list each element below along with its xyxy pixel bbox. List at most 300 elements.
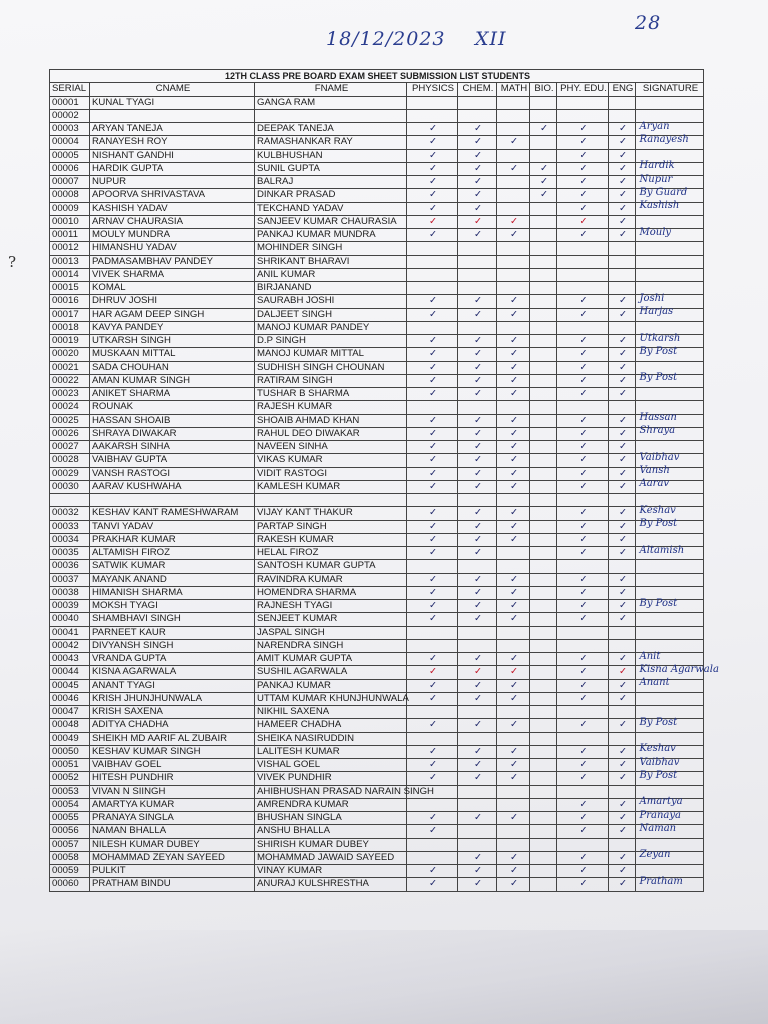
phy-edu-tick-cell: ✓: [557, 441, 609, 454]
fname-cell: MANOJ KUMAR MITTAL: [255, 348, 407, 361]
handwritten-date: 18/12/2023: [326, 28, 446, 50]
serial-cell: 00030: [50, 480, 90, 493]
math-tick-cell: [497, 255, 530, 268]
cname-cell: KISNA AGARWALA: [90, 666, 255, 679]
physics-tick-cell: ✓: [407, 295, 458, 308]
cname-cell: KRISH SAXENA: [90, 706, 255, 719]
bio-tick-cell: [530, 441, 557, 454]
serial-cell: 00035: [50, 547, 90, 560]
column-header: SERIAL: [50, 83, 90, 96]
eng-tick-cell: ✓: [609, 520, 636, 533]
table-row: [50, 321, 704, 334]
math-tick-cell: ✓: [497, 414, 530, 427]
table-row: [50, 851, 704, 864]
cname-cell: NISHANT GANDHI: [90, 149, 255, 162]
fname-cell: VIJAY KANT THAKUR: [255, 507, 407, 520]
serial-cell: 00019: [50, 335, 90, 348]
chem-tick-cell: ✓: [458, 215, 497, 228]
physics-tick-cell: [407, 109, 458, 122]
eng-tick-cell: ✓: [609, 533, 636, 546]
math-tick-cell: ✓: [497, 162, 530, 175]
cname-cell: KAVYA PANDEY: [90, 321, 255, 334]
fname-cell: AMRENDRA KUMAR: [255, 798, 407, 811]
eng-tick-cell: ✓: [609, 573, 636, 586]
phy-edu-tick-cell: ✓: [557, 613, 609, 626]
serial-cell: 00003: [50, 123, 90, 136]
table-row: [50, 586, 704, 599]
physics-tick-cell: [407, 838, 458, 851]
physics-tick-cell: [407, 798, 458, 811]
bio-tick-cell: [530, 308, 557, 321]
handwritten-signature: Joshi: [639, 292, 665, 304]
phy-edu-tick-cell: ✓: [557, 798, 609, 811]
serial-cell: 00060: [50, 878, 90, 891]
chem-tick-cell: ✓: [458, 427, 497, 440]
math-tick-cell: ✓: [497, 520, 530, 533]
eng-tick-cell: ✓: [609, 719, 636, 732]
chem-tick-cell: ✓: [458, 176, 497, 189]
serial-cell: 00038: [50, 586, 90, 599]
table-row: [50, 838, 704, 851]
signature-cell: [636, 96, 704, 109]
cname-cell: VIVEK SHARMA: [90, 268, 255, 281]
math-tick-cell: ✓: [497, 335, 530, 348]
table-row: [50, 215, 704, 228]
chem-tick-cell: ✓: [458, 295, 497, 308]
physics-tick-cell: ✓: [407, 600, 458, 613]
eng-tick-cell: ✓: [609, 653, 636, 666]
bio-tick-cell: [530, 547, 557, 560]
phy-edu-tick-cell: [557, 255, 609, 268]
cname-cell: AMARTYA KUMAR: [90, 798, 255, 811]
phy-edu-tick-cell: [557, 838, 609, 851]
chem-tick-cell: [458, 626, 497, 639]
eng-tick-cell: ✓: [609, 215, 636, 228]
physics-tick-cell: ✓: [407, 878, 458, 891]
fname-cell: SHIRISH KUMAR DUBEY: [255, 838, 407, 851]
serial-cell: 00006: [50, 162, 90, 175]
serial-cell: 00026: [50, 427, 90, 440]
bio-tick-cell: [530, 454, 557, 467]
table-row: [50, 759, 704, 772]
phy-edu-tick-cell: ✓: [557, 851, 609, 864]
bio-tick-cell: [530, 798, 557, 811]
math-tick-cell: [497, 825, 530, 838]
bio-tick-cell: [530, 692, 557, 705]
table-row: [50, 441, 704, 454]
fname-cell: RAVINDRA KUMAR: [255, 573, 407, 586]
cname-cell: APOORVA SHRIVASTAVA: [90, 189, 255, 202]
table-row: [50, 189, 704, 202]
table-row: [50, 692, 704, 705]
bio-tick-cell: [530, 520, 557, 533]
math-tick-cell: [497, 123, 530, 136]
chem-tick-cell: [458, 838, 497, 851]
handwritten-signature: Vansh: [639, 465, 670, 476]
fname-cell: SUNIL GUPTA: [255, 162, 407, 175]
bio-tick-cell: [530, 639, 557, 652]
handwritten-signature: Amartya: [639, 796, 683, 808]
phy-edu-tick-cell: ✓: [557, 586, 609, 599]
math-tick-cell: ✓: [497, 851, 530, 864]
math-tick-cell: ✓: [497, 679, 530, 692]
math-tick-cell: ✓: [497, 745, 530, 758]
chem-tick-cell: [458, 109, 497, 122]
cname-cell: PRATHAM BINDU: [90, 878, 255, 891]
math-tick-cell: ✓: [497, 388, 530, 401]
handwritten-signature: By Post: [639, 597, 678, 609]
phy-edu-tick-cell: ✓: [557, 653, 609, 666]
phy-edu-tick-cell: [557, 639, 609, 652]
handwritten-signature: By Post: [639, 372, 678, 384]
fname-cell: RAHUL DEO DIWAKAR: [255, 427, 407, 440]
signature-cell: [636, 560, 704, 573]
handwritten-signature: Hassan: [639, 412, 677, 423]
bio-tick-cell: [530, 414, 557, 427]
chem-tick-cell: ✓: [458, 851, 497, 864]
chem-tick-cell: ✓: [458, 308, 497, 321]
chem-tick-cell: ✓: [458, 388, 497, 401]
table-row: [50, 653, 704, 666]
chem-tick-cell: [458, 639, 497, 652]
cname-cell: ADITYA CHADHA: [90, 719, 255, 732]
serial-cell: 00018: [50, 321, 90, 334]
math-tick-cell: ✓: [497, 533, 530, 546]
phy-edu-tick-cell: ✓: [557, 136, 609, 149]
signature-cell: [636, 388, 704, 401]
bio-tick-cell: [530, 772, 557, 785]
serial-cell: 00032: [50, 507, 90, 520]
handwritten-signature: Harjas: [639, 306, 674, 317]
column-header: PHY. EDU.: [557, 83, 609, 96]
eng-tick-cell: ✓: [609, 295, 636, 308]
phy-edu-tick-cell: ✓: [557, 759, 609, 772]
math-tick-cell: [497, 189, 530, 202]
physics-tick-cell: [407, 96, 458, 109]
eng-tick-cell: ✓: [609, 136, 636, 149]
serial-cell: 00023: [50, 388, 90, 401]
math-tick-cell: [497, 109, 530, 122]
phy-edu-tick-cell: ✓: [557, 374, 609, 387]
physics-tick-cell: [407, 639, 458, 652]
physics-tick-cell: ✓: [407, 666, 458, 679]
math-tick-cell: ✓: [497, 759, 530, 772]
serial-cell: 00028: [50, 454, 90, 467]
phy-edu-tick-cell: ✓: [557, 123, 609, 136]
math-tick-cell: [497, 798, 530, 811]
table-row: [50, 798, 704, 811]
math-tick-cell: [497, 732, 530, 745]
table-row: [50, 639, 704, 652]
phy-edu-tick-cell: [557, 282, 609, 295]
eng-tick-cell: ✓: [609, 348, 636, 361]
fname-cell: ANIL KUMAR: [255, 268, 407, 281]
table-title: 12TH CLASS PRE BOARD EXAM SHEET SUBMISSION LIST STUDENTS: [50, 70, 704, 83]
eng-tick-cell: ✓: [609, 427, 636, 440]
math-tick-cell: [497, 560, 530, 573]
bio-tick-cell: [530, 865, 557, 878]
table-row: [50, 865, 704, 878]
fname-cell: BIRJANAND: [255, 282, 407, 295]
physics-tick-cell: ✓: [407, 308, 458, 321]
eng-tick-cell: ✓: [609, 507, 636, 520]
eng-tick-cell: [609, 255, 636, 268]
serial-cell: 00005: [50, 149, 90, 162]
fname-cell: JASPAL SINGH: [255, 626, 407, 639]
cname-cell: [90, 109, 255, 122]
eng-tick-cell: ✓: [609, 467, 636, 480]
chem-tick-cell: ✓: [458, 600, 497, 613]
fname-cell: VIKAS KUMAR: [255, 454, 407, 467]
math-tick-cell: ✓: [497, 215, 530, 228]
physics-tick-cell: ✓: [407, 335, 458, 348]
chem-tick-cell: [458, 321, 497, 334]
math-tick-cell: [497, 149, 530, 162]
table-row: [50, 295, 704, 308]
eng-tick-cell: ✓: [609, 692, 636, 705]
serial-cell: 00041: [50, 626, 90, 639]
table-row: [50, 109, 704, 122]
serial-cell: 00011: [50, 229, 90, 242]
phy-edu-tick-cell: [557, 732, 609, 745]
table-row: [50, 149, 704, 162]
table-header-row: [50, 83, 704, 96]
bio-tick-cell: [530, 282, 557, 295]
chem-tick-cell: ✓: [458, 586, 497, 599]
fname-cell: MANOJ KUMAR PANDEY: [255, 321, 407, 334]
math-tick-cell: ✓: [497, 692, 530, 705]
chem-tick-cell: ✓: [458, 573, 497, 586]
submission-table: [49, 69, 704, 892]
cname-cell: HARDIK GUPTA: [90, 162, 255, 175]
chem-tick-cell: ✓: [458, 679, 497, 692]
eng-tick-cell: ✓: [609, 454, 636, 467]
handwritten-signature: Aarav: [639, 478, 670, 490]
math-tick-cell: [497, 547, 530, 560]
serial-cell: 00040: [50, 613, 90, 626]
phy-edu-tick-cell: ✓: [557, 666, 609, 679]
bio-tick-cell: [530, 785, 557, 798]
table-row: [50, 414, 704, 427]
eng-tick-cell: ✓: [609, 176, 636, 189]
physics-tick-cell: ✓: [407, 162, 458, 175]
fname-cell: RAKESH KUMAR: [255, 533, 407, 546]
math-tick-cell: ✓: [497, 586, 530, 599]
eng-tick-cell: ✓: [609, 878, 636, 891]
physics-tick-cell: ✓: [407, 825, 458, 838]
table-row: [50, 494, 704, 507]
chem-tick-cell: ✓: [458, 666, 497, 679]
cname-cell: ANANT TYAGI: [90, 679, 255, 692]
signature-cell: [636, 255, 704, 268]
math-tick-cell: ✓: [497, 441, 530, 454]
serial-cell: 00033: [50, 520, 90, 533]
table-row: [50, 706, 704, 719]
fname-cell: SHRIKANT BHARAVI: [255, 255, 407, 268]
phy-edu-tick-cell: ✓: [557, 454, 609, 467]
table-row: [50, 812, 704, 825]
physics-tick-cell: [407, 851, 458, 864]
column-header: ENG: [609, 83, 636, 96]
handwritten-signature: By Guard: [639, 186, 688, 198]
table-row: [50, 401, 704, 414]
physics-tick-cell: ✓: [407, 215, 458, 228]
cname-cell: VRANDA GUPTA: [90, 653, 255, 666]
cname-cell: ANIKET SHARMA: [90, 388, 255, 401]
table-row: [50, 878, 704, 891]
fname-cell: ANSHU BHALLA: [255, 825, 407, 838]
eng-tick-cell: ✓: [609, 361, 636, 374]
cname-cell: KUNAL TYAGI: [90, 96, 255, 109]
column-header: SIGNATURE: [636, 83, 704, 96]
chem-tick-cell: [458, 494, 497, 507]
phy-edu-tick-cell: [557, 242, 609, 255]
physics-tick-cell: [407, 242, 458, 255]
question-mark-annotation: ?: [8, 253, 18, 271]
phy-edu-tick-cell: [557, 626, 609, 639]
eng-tick-cell: [609, 494, 636, 507]
math-tick-cell: ✓: [497, 719, 530, 732]
chem-tick-cell: ✓: [458, 507, 497, 520]
fname-cell: RAMASHANKAR RAY: [255, 136, 407, 149]
phy-edu-tick-cell: ✓: [557, 600, 609, 613]
handwritten-signature: Nupur: [639, 173, 673, 185]
math-tick-cell: ✓: [497, 812, 530, 825]
handwritten-signature: Vaibhav: [639, 451, 680, 463]
physics-tick-cell: ✓: [407, 176, 458, 189]
cname-cell: AAKARSH SINHA: [90, 441, 255, 454]
serial-cell: 00059: [50, 865, 90, 878]
handwritten-signature: Kashish: [639, 200, 680, 211]
bio-tick-cell: [530, 494, 557, 507]
physics-tick-cell: ✓: [407, 374, 458, 387]
table-row: [50, 745, 704, 758]
handwritten-signature: Utkarsh: [639, 332, 681, 344]
handwritten-signature: Anant: [639, 677, 670, 688]
serial-cell: 00002: [50, 109, 90, 122]
cname-cell: ALTAMISH FIROZ: [90, 547, 255, 560]
cname-cell: MAYANK ANAND: [90, 573, 255, 586]
serial-cell: 00017: [50, 308, 90, 321]
fname-cell: HELAL FIROZ: [255, 547, 407, 560]
serial-cell: 00050: [50, 745, 90, 758]
math-tick-cell: ✓: [497, 295, 530, 308]
physics-tick-cell: ✓: [407, 586, 458, 599]
fname-cell: DEEPAK TANEJA: [255, 123, 407, 136]
table-row: [50, 679, 704, 692]
eng-tick-cell: [609, 321, 636, 334]
physics-tick-cell: ✓: [407, 613, 458, 626]
chem-tick-cell: ✓: [458, 878, 497, 891]
phy-edu-tick-cell: ✓: [557, 772, 609, 785]
physics-tick-cell: [407, 401, 458, 414]
serial-cell: 00045: [50, 679, 90, 692]
bio-tick-cell: [530, 573, 557, 586]
table-row: [50, 96, 704, 109]
math-tick-cell: [497, 626, 530, 639]
bio-tick-cell: [530, 719, 557, 732]
math-tick-cell: ✓: [497, 772, 530, 785]
eng-tick-cell: [609, 706, 636, 719]
bio-tick-cell: [530, 361, 557, 374]
phy-edu-tick-cell: ✓: [557, 825, 609, 838]
physics-tick-cell: ✓: [407, 745, 458, 758]
math-tick-cell: ✓: [497, 865, 530, 878]
phy-edu-tick-cell: ✓: [557, 388, 609, 401]
eng-tick-cell: [609, 401, 636, 414]
fname-cell: RATIRAM SINGH: [255, 374, 407, 387]
math-tick-cell: ✓: [497, 613, 530, 626]
bio-tick-cell: [530, 706, 557, 719]
serial-cell: 00056: [50, 825, 90, 838]
cname-cell: VAIBHAV GUPTA: [90, 454, 255, 467]
serial-cell: 00016: [50, 295, 90, 308]
eng-tick-cell: ✓: [609, 162, 636, 175]
cname-cell: PADMASAMBHAV PANDEY: [90, 255, 255, 268]
math-tick-cell: ✓: [497, 308, 530, 321]
fname-cell: AHIBHUSHAN PRASAD NARAIN SINGH: [255, 785, 407, 798]
fname-cell: PANKAJ KUMAR: [255, 679, 407, 692]
cname-cell: KESHAV KANT RAMESHWARAM: [90, 507, 255, 520]
serial-cell: 00054: [50, 798, 90, 811]
serial-cell: 00048: [50, 719, 90, 732]
table-row: [50, 573, 704, 586]
serial-cell: 00008: [50, 189, 90, 202]
fname-cell: BALRAJ: [255, 176, 407, 189]
physics-tick-cell: ✓: [407, 467, 458, 480]
phy-edu-tick-cell: ✓: [557, 745, 609, 758]
column-header: CNAME: [90, 83, 255, 96]
physics-tick-cell: ✓: [407, 865, 458, 878]
handwritten-class: XII: [475, 28, 507, 50]
bio-tick-cell: [530, 560, 557, 573]
phy-edu-tick-cell: [557, 494, 609, 507]
bio-tick-cell: [530, 335, 557, 348]
math-tick-cell: ✓: [497, 480, 530, 493]
table-row: [50, 600, 704, 613]
fname-cell: SUDHISH SINGH CHOUNAN: [255, 361, 407, 374]
cname-cell: KESHAV KUMAR SINGH: [90, 745, 255, 758]
physics-tick-cell: ✓: [407, 679, 458, 692]
fname-cell: SANTOSH KUMAR GUPTA: [255, 560, 407, 573]
fname-cell: UTTAM KUMAR KHUNJHUNWALA: [255, 692, 407, 705]
fname-cell: MOHINDER SINGH: [255, 242, 407, 255]
eng-tick-cell: ✓: [609, 666, 636, 679]
fname-cell: SHEIKA NASIRUDDIN: [255, 732, 407, 745]
bio-tick-cell: [530, 96, 557, 109]
phy-edu-tick-cell: ✓: [557, 176, 609, 189]
cname-cell: NAMAN BHALLA: [90, 825, 255, 838]
table-row: [50, 268, 704, 281]
cname-cell: SHRAYA DIWAKAR: [90, 427, 255, 440]
signature-cell: [636, 242, 704, 255]
serial-cell: 00058: [50, 851, 90, 864]
serial-cell: 00053: [50, 785, 90, 798]
math-tick-cell: ✓: [497, 136, 530, 149]
cname-cell: KRISH JHUNJHUNWALA: [90, 692, 255, 705]
physics-tick-cell: ✓: [407, 202, 458, 215]
paper-fold-shadow: [0, 930, 768, 1024]
eng-tick-cell: ✓: [609, 851, 636, 864]
serial-cell: 00034: [50, 533, 90, 546]
physics-tick-cell: ✓: [407, 507, 458, 520]
handwritten-signature: Naman: [639, 822, 677, 834]
handwritten-page-number: 28: [635, 12, 662, 34]
signature-cell: [636, 692, 704, 705]
handwritten-signature: Keshav: [639, 504, 676, 516]
eng-tick-cell: [609, 785, 636, 798]
bio-tick-cell: [530, 533, 557, 546]
